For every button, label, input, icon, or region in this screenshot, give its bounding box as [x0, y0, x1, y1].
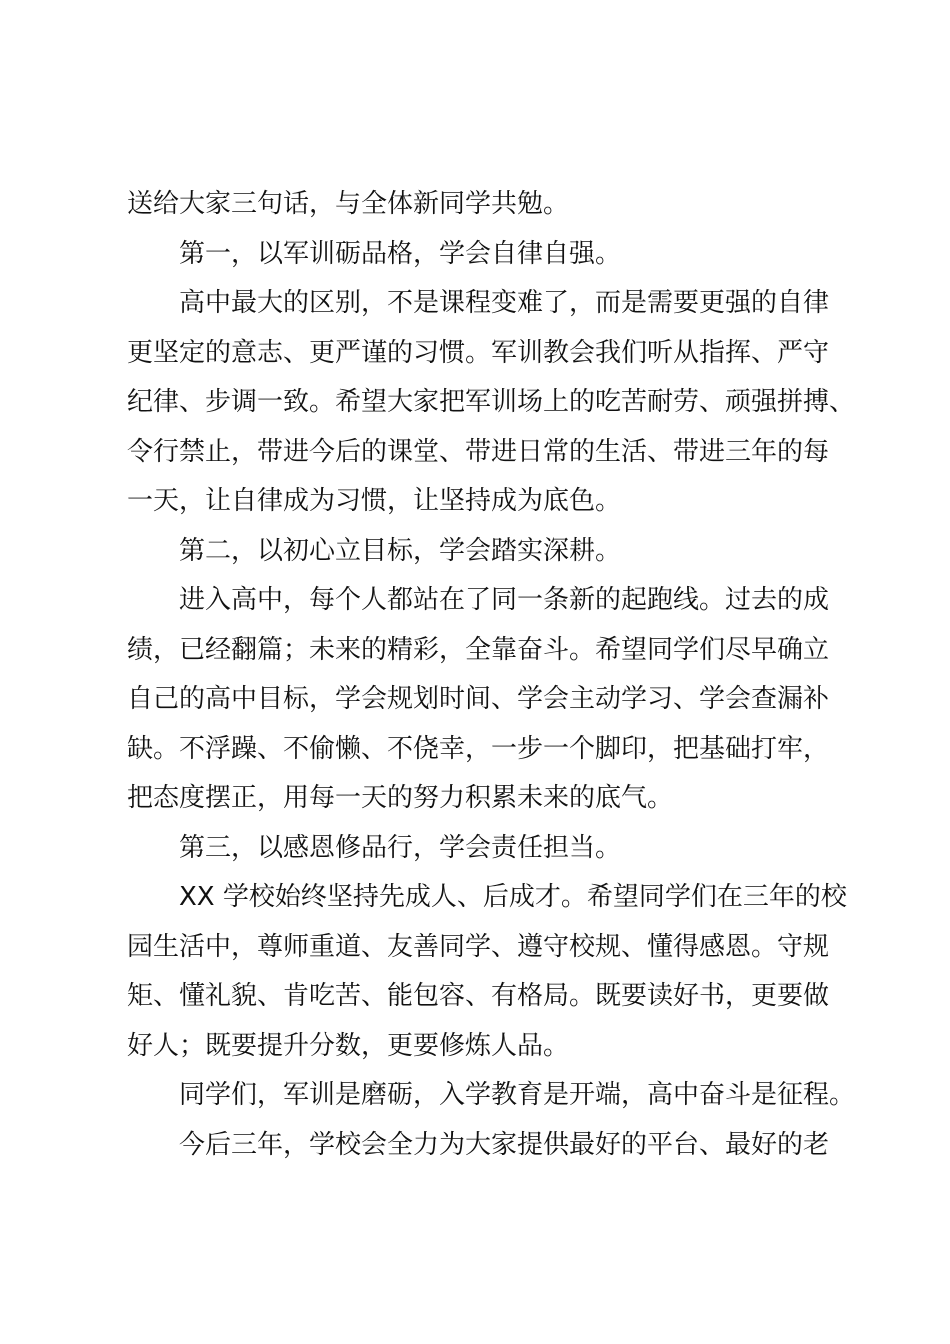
text-line: 缺。不浮躁、不偷懒、不侥幸，一步一个脚印，把基础打牢，: [127, 733, 830, 764]
text-line: 好人；既要提升分数，更要修炼人品。: [127, 1030, 570, 1061]
text-line: 高中最大的区别，不是课程变难了，而是需要更强的自律: [179, 288, 830, 318]
text-line: 自己的高中目标，学会规划时间、学会主动学习、学会查漏补: [127, 684, 830, 714]
text-line: 令行禁止，带进今后的课堂、带进日常的生活、带进三年的每: [127, 436, 830, 467]
text-line: 同学们，军训是磨砺，入学教育是开端，高中奋斗是征程。: [179, 1080, 856, 1110]
text-line: 矩、懂礼貌、肯吃苦、能包容、有格局。既要读好书，更要做: [127, 981, 830, 1011]
text-line: 更坚定的意志、更严谨的习惯。军训教会我们听从指挥、严守: [127, 337, 830, 368]
document-body: [127, 180, 856, 1170]
text-line: 送给大家三句话，与全体新同学共勉。: [127, 189, 570, 219]
text-line: 一天，让自律成为习惯，让坚持成为底色。: [127, 486, 622, 516]
text-line: 今后三年，学校会全力为大家提供最好的平台、最好的老: [179, 1129, 830, 1160]
text-line: 纪律、步调一致。希望大家把军训场上的吃苦耐劳、顽强拼搏、: [127, 387, 856, 417]
text-line: XX 学校始终坚持先成人、后成才。希望同学们在三年的校: [179, 882, 847, 912]
text-line: 园生活中，尊师重道、友善同学、遵守校规、懂得感恩。守规: [127, 931, 830, 962]
text-line: 进入高中，每个人都站在了同一条新的起跑线。过去的成: [179, 585, 830, 615]
text-line: 第二，以初心立目标，学会踏实深耕。: [179, 535, 622, 566]
text-line: 第三，以感恩修品行，学会责任担当。: [179, 832, 622, 863]
text-line: 把态度摆正，用每一天的努力积累未来的底气。: [127, 783, 674, 813]
text-line: 绩，已经翻篇；未来的精彩，全靠奋斗。希望同学们尽早确立: [127, 634, 830, 665]
text-line: 第一，以军训砺品格，学会自律自强。: [179, 238, 622, 269]
